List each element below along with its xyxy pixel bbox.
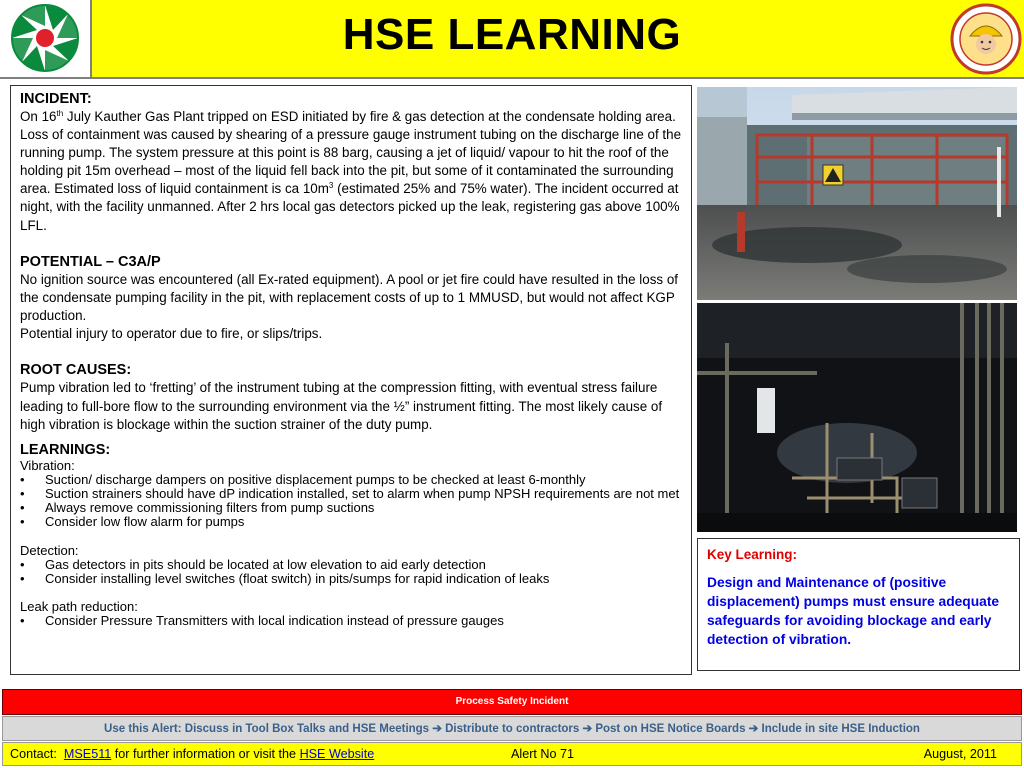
page-title: HSE LEARNING [342,10,682,59]
header-bar [0,0,1024,79]
incident-heading: INCIDENT: [20,91,92,107]
learnings-heading: LEARNINGS: [20,441,111,458]
incident-text-start: On 16 [20,109,57,124]
leak-path-label: Leak path reduction: [20,599,138,615]
incident-text-middle: July Kauther Gas Plant tripped on ESD initiated by fire & gas detection at the condensate holding area. Loss of containment was caused by shearing of a pressure gauge instrument tubing on the discharge line of the running pump. The system pressure at this point is 88 barg, causing a jet of liquid/ vapour to hit the roof of the holding pit 15m overhead – most of the liquid fell back into the pit, but some of it contaminated the surrounding area. Estimated loss of liquid containment is ca 10m [20,109,682,197]
pit-interior-photo [697,303,1017,532]
incident-text-panel [10,85,692,675]
contact-info [10,743,374,765]
list-item: • Consider low flow alarm for pumps [20,515,682,529]
company-logo [0,0,92,77]
list-item: • Always remove commissioning filters from pump suctions [20,501,682,515]
hse-website-link[interactable]: HSE Website [299,747,375,761]
potential-heading: POTENTIAL – C3A/P [20,253,161,270]
list-item: • Gas detectors in pits should be located at low elevation to aid early detection [20,558,682,572]
list-item: • Consider Pressure Transmitters with local indication instead of pressure gauges [20,614,682,628]
safety-teamwork-badge [948,2,1024,76]
learnings-list [20,459,682,629]
list-item: • Suction strainers should have dP indication installed, set to alarm when pump NPSH requirements are not met [20,487,682,501]
list-item: • Consider installing level switches (float switch) in pits/sumps for rapid indication of leaks [20,572,682,586]
use-alert-bar: Use this Alert: Discuss in Tool Box Talks and HSE Meetings ➔ Distribute to contractors ➔ Post on HSE Notice Boards ➔ Include in site HSE Induction [2,716,1022,741]
detection-label: Detection: [20,542,79,558]
condensate-area-photo [697,87,1017,300]
list-item: • Suction/ discharge dampers on positive displacement pumps to be checked at least 6-monthly [20,473,682,487]
incident-description [20,108,682,235]
root-causes-heading: ROOT CAUSES: [20,362,132,379]
contact-link[interactable]: MSE511 [63,747,112,761]
incident-category-bar: Process Safety Incident [2,689,1022,715]
contact-bar [2,742,1022,766]
contact-label: Contact: [10,747,64,761]
key-learning-box [697,538,1020,671]
alert-date: August, 2011 [923,747,997,761]
vibration-label: Vibration: [20,457,75,473]
contact-middle-text: for further information or visit the [111,747,300,761]
incident-text-superscript-cubed: 3 [328,181,334,191]
incident-text-superscript: th [56,109,64,118]
alert-number: Alert No 71 [511,747,574,761]
root-causes-text: Pump vibration led to ‘fretting’ of the instrument tubing at the compression fitting, with eventual stress failure leading to full-bore flow to the surrounding environment via the ½” instrument fitting. The most likely cause of high vibration is blockage within the suction strainer of the duty pump. [20,380,663,433]
potential-injury-text: Potential injury to operator due to fire, or slips/trips. [20,325,323,341]
key-learning-text: Design and Maintenance of (positive displacement) pumps must ensure adequate safeguards for avoiding blockage and early detection of vibration. [707,575,1000,647]
key-learning-title: Key Learning: [707,547,798,562]
potential-text: No ignition source was encountered (all Ex-rated equipment). A pool or jet fire could have resulted in the loss of the condensate pumping facility in the pit, with replacement costs of up to 1 MMUSD, but would not affect KGP production. [20,271,678,323]
incident-text-end: (estimated 25% and 75% water). The incident occurred at night, with the facility unmanned. After 2 hrs local gas detectors picked up the leak, registering gas above 100% LFL. [20,181,680,233]
